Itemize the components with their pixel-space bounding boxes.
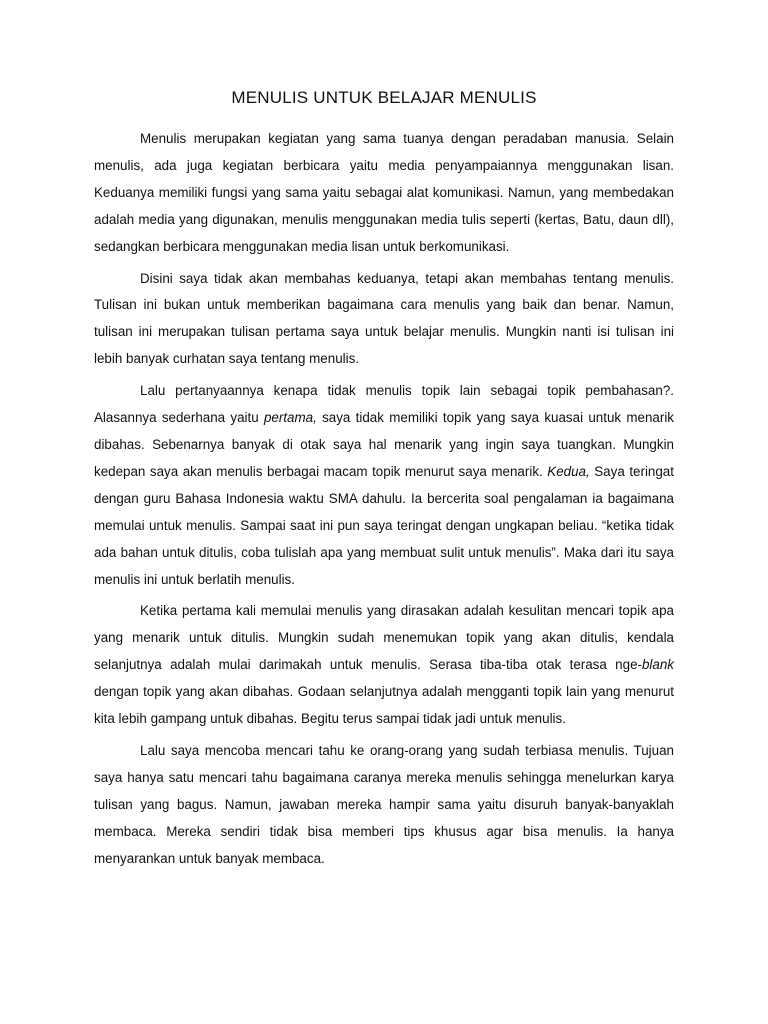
text-run: Saya teringat dengan guru Bahasa Indonesia waktu SMA dahulu. Ia bercerita soal pengalaman ia bagaimana memulai untuk menulis. Sampai saat ini pun saya teringat dengan ungkapan beliau. “ketika tidak ada bahan untuk ditulis, coba tulislah apa yang membuat sulit untuk menulis”. Maka dari itu saya menulis ini untuk berlatih menulis. — [94, 463, 674, 587]
italic-text-run: pertama, — [263, 410, 317, 426]
text-run: saya tidak memiliki topik yang saya kuasai untuk menarik dibahas. Sebenarnya banyak di otak saya hal menarik yang ingin saya tuangkan. Mungkin kedepan saya akan menulis berbagai macam topik menurut saya menarik. — [94, 410, 675, 479]
text-run: Menulis merupakan kegiatan yang sama tuanya dengan peradaban manusia. Selain menulis, ada juga kegiatan berbicara yaitu media penyampaiannya menggunakan lisan. Keduanya memiliki fungsi yang sama yaitu sebagai alat komunikasi. Namun, yang membedakan adalah media yang digunakan, menulis menggunakan media tulis seperti (kertas, Batu, daun dll), sedangkan berbicara menggunakan media lisan untuk berkomunikasi. — [94, 131, 674, 254]
paragraph-5 — [94, 738, 674, 873]
paragraph-1 — [94, 126, 674, 261]
document-body — [94, 126, 674, 877]
text-run: Lalu pertanyaannya kenapa tidak menulis topik lain sebagai topik pembahasan?. Alasannya sederhana yaitu — [94, 383, 674, 426]
text-run: Ketika pertama kali memulai menulis yang dirasakan adalah kesulitan mencari topik apa yang menarik untuk ditulis. Mungkin sudah menemukan topik yang akan ditulis, kendala selanjutnya adalah mulai darimakah untuk menulis. Serasa tiba-tiba otak terasa nge- — [94, 603, 674, 673]
paragraph-3 — [94, 378, 674, 593]
italic-text-run: blank — [641, 657, 674, 673]
text-run: Disini saya tidak akan membahas keduanya, tetapi akan membahas tentang menulis. Tulisan ini bukan untuk memberikan bagaimana cara menulis yang baik dan benar. Namun, tulisan ini merupakan tulisan pertama saya untuk belajar menulis. Mungkin nanti isi tulisan ini lebih banyak curhatan saya tentang menulis. — [94, 270, 674, 367]
text-run: dengan topik yang akan dibahas. Godaan selanjutnya adalah mengganti topik lain yang menurut kita lebih gampang untuk dibahas. Begitu terus sampai tidak jadi untuk menulis. — [94, 684, 674, 727]
italic-text-run: Kedua, — [547, 463, 590, 479]
document-title: MENULIS UNTUK BELAJAR MENULIS — [231, 88, 537, 107]
paragraph-4 — [94, 598, 674, 733]
paragraph-2 — [94, 266, 674, 374]
text-run: Lalu saya mencoba mencari tahu ke orang-orang yang sudah terbiasa menulis. Tujuan saya hanya satu mencari tahu bagaimana caranya mereka menulis sehingga menelurkan karya tulisan yang bagus. Namun, jawaban mereka hampir sama yaitu disuruh banyak-banyaklah membaca. Mereka sendiri tidak bisa memberi tips khusus agar bisa menulis. Ia hanya menyarankan untuk banyak membaca. — [94, 742, 674, 866]
